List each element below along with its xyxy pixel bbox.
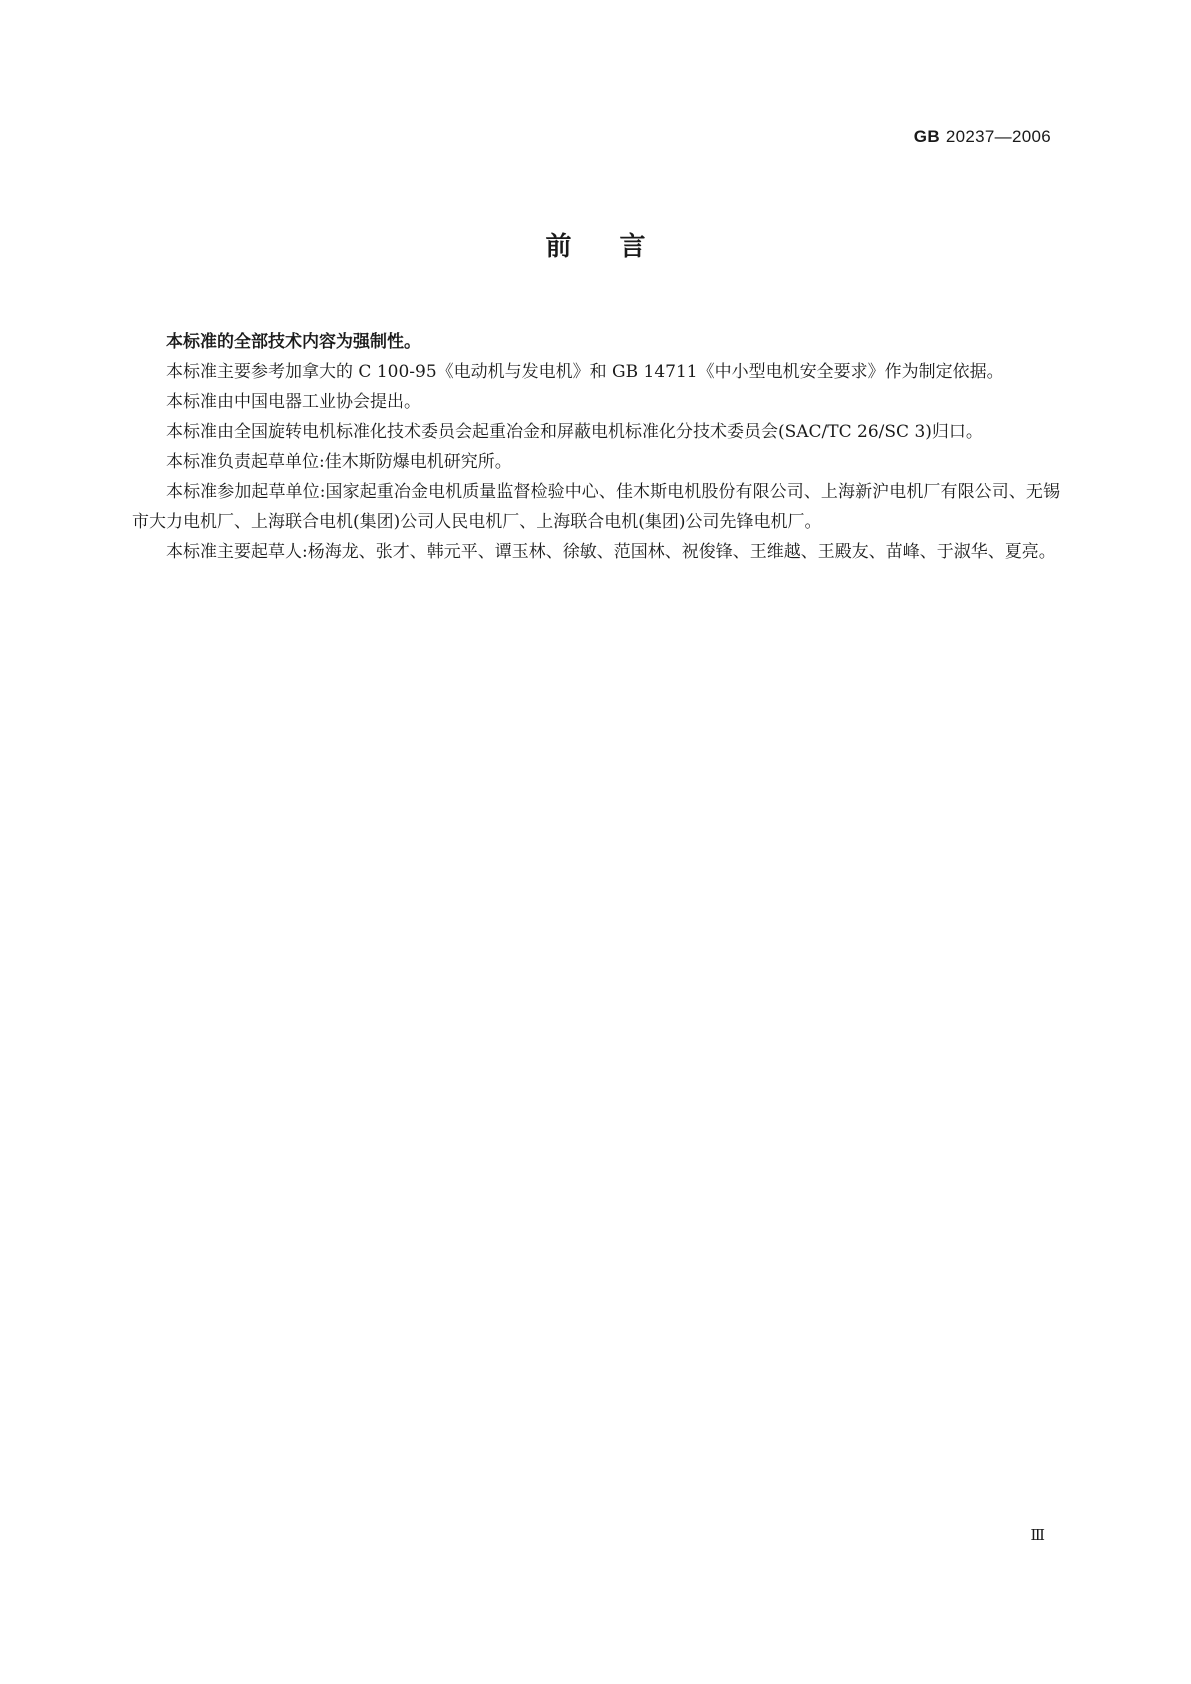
paragraph-drafters: 本标准主要起草人:杨海龙、张才、韩元平、谭玉林、徐敏、范国林、祝俊锋、王维越、王殿友、苗峰、于淑华、夏亮。 (166, 542, 1056, 562)
paragraph-proposer: 本标准由中国电器工业协会提出。 (166, 392, 421, 412)
paragraph-technical-committee: 本标准由全国旋转电机标准化技术委员会起重冶金和屏蔽电机标准化分技术委员会(SAC/TC 26/SC 3)归口。 (166, 422, 983, 442)
paragraph-references: 本标准主要参考加拿大的 C 100-95《电动机与发电机》和 GB 14711《中小型电机安全要求》作为制定依据。 (166, 362, 1004, 382)
page-number: Ⅲ (1030, 1526, 1045, 1544)
foreword-body (132, 327, 1060, 567)
standard-number: 20237—2006 (945, 127, 1051, 146)
page-title: 前言 (545, 232, 694, 262)
standard-code (914, 127, 1051, 147)
standard-prefix: GB (913, 127, 940, 146)
paragraph-mandatory: 本标准的全部技术内容为强制性。 (166, 332, 421, 352)
paragraph-drafting-unit: 本标准负责起草单位:佳木斯防爆电机研究所。 (166, 452, 512, 472)
paragraph-participating-units: 本标准参加起草单位:国家起重冶金电机质量监督检验中心、佳木斯电机股份有限公司、上海新沪电机厂有限公司、无锡市大力电机厂、上海联合电机(集团)公司人民电机厂、上海联合电机(集团)公司先锋电机厂。 (132, 482, 1060, 532)
